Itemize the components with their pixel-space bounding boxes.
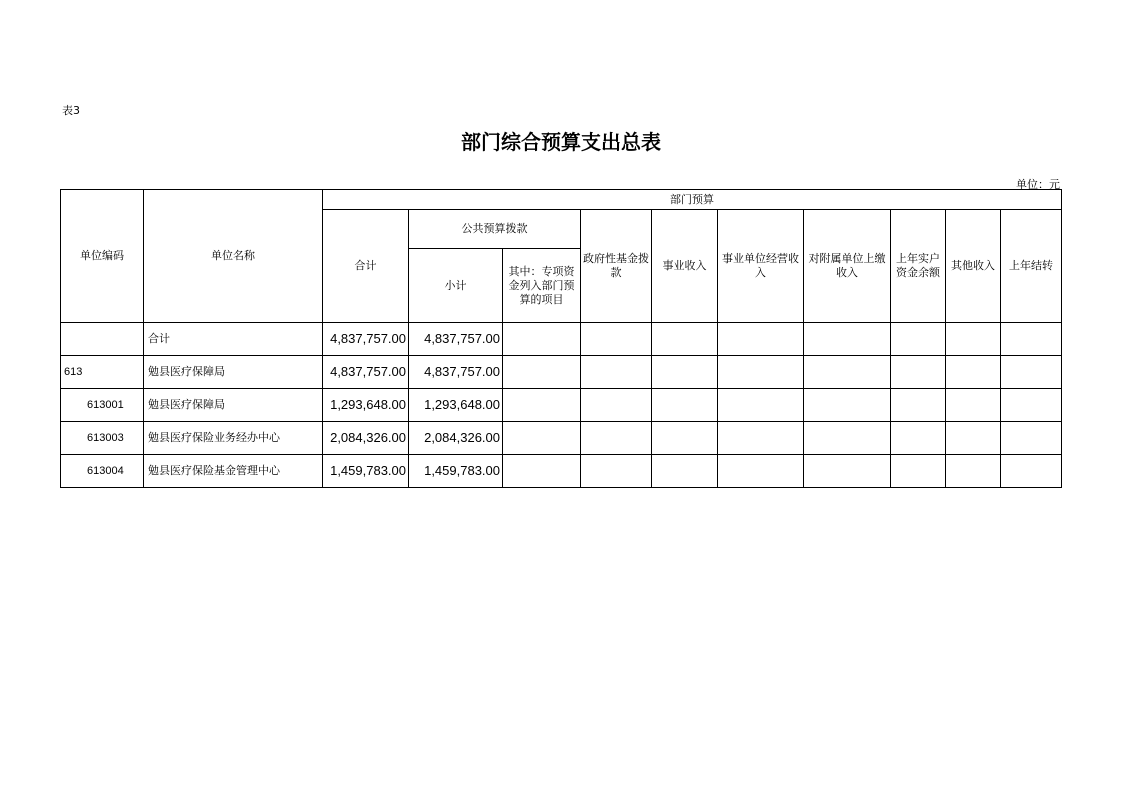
cell-empty [652, 455, 718, 488]
cell-empty [804, 356, 891, 389]
unit-label: 单位：元 [1016, 178, 1060, 191]
cell-empty [581, 356, 652, 389]
cell-empty [804, 389, 891, 422]
cell-empty [946, 323, 1001, 356]
cell-empty [946, 422, 1001, 455]
cell-empty [891, 356, 946, 389]
cell-empty [503, 389, 581, 422]
cell-empty [891, 422, 946, 455]
cell-empty [946, 356, 1001, 389]
cell-name: 勉县医疗保障局 [144, 356, 323, 389]
cell-subtotal: 4,837,757.00 [409, 323, 503, 356]
col-header-business-income: 事业收入 [652, 210, 718, 323]
header-row-1 [61, 190, 1062, 210]
col-header-gov-fund: 政府性基金拨款 [581, 210, 652, 323]
cell-empty [891, 455, 946, 488]
cell-empty [503, 356, 581, 389]
cell-code: 613003 [61, 422, 144, 455]
cell-empty [718, 389, 804, 422]
cell-empty [718, 356, 804, 389]
table-number: 表3 [62, 104, 80, 117]
cell-empty [1001, 422, 1062, 455]
col-header-other-income: 其他收入 [946, 210, 1001, 323]
cell-name: 合计 [144, 323, 323, 356]
cell-total: 1,293,648.00 [323, 389, 409, 422]
cell-empty [804, 422, 891, 455]
col-header-unit-name: 单位名称 [144, 190, 323, 323]
cell-name: 勉县医疗保险基金管理中心 [144, 455, 323, 488]
cell-empty [1001, 356, 1062, 389]
table-row [61, 356, 1062, 389]
cell-subtotal: 1,459,783.00 [409, 455, 503, 488]
cell-total: 4,837,757.00 [323, 356, 409, 389]
cell-empty [652, 356, 718, 389]
page-title: 部门综合预算支出总表 [461, 130, 661, 154]
table-row [61, 389, 1062, 422]
cell-empty [652, 389, 718, 422]
cell-code: 613 [61, 356, 144, 389]
cell-total: 2,084,326.00 [323, 422, 409, 455]
cell-empty [804, 455, 891, 488]
col-header-subtotal: 小计 [409, 249, 503, 323]
col-header-unit-code: 单位编码 [61, 190, 144, 323]
cell-name: 勉县医疗保障局 [144, 389, 323, 422]
col-header-prior-year-carry: 上年结转 [1001, 210, 1062, 323]
table-row [61, 422, 1062, 455]
cell-empty [946, 389, 1001, 422]
cell-empty [581, 422, 652, 455]
cell-subtotal: 2,084,326.00 [409, 422, 503, 455]
cell-empty [718, 422, 804, 455]
cell-empty [1001, 389, 1062, 422]
cell-empty [652, 422, 718, 455]
cell-empty [652, 323, 718, 356]
col-header-public-alloc: 公共预算拨款 [409, 210, 581, 249]
cell-empty [581, 323, 652, 356]
budget-table [60, 189, 1062, 488]
cell-empty [891, 323, 946, 356]
col-header-prior-year-balance: 上年实户资金余额 [891, 210, 946, 323]
cell-empty [718, 455, 804, 488]
cell-empty [503, 455, 581, 488]
table-row [61, 323, 1062, 356]
cell-subtotal: 4,837,757.00 [409, 356, 503, 389]
cell-empty [946, 455, 1001, 488]
cell-code: 613001 [61, 389, 144, 422]
col-header-business-operating: 事业单位经营收入 [718, 210, 804, 323]
cell-code [61, 323, 144, 356]
cell-name: 勉县医疗保险业务经办中心 [144, 422, 323, 455]
cell-empty [1001, 455, 1062, 488]
cell-total: 1,459,783.00 [323, 455, 409, 488]
cell-empty [581, 389, 652, 422]
cell-subtotal: 1,293,648.00 [409, 389, 503, 422]
col-header-total: 合计 [323, 210, 409, 323]
col-header-dept-budget: 部门预算 [323, 190, 1062, 210]
cell-empty [891, 389, 946, 422]
cell-empty [581, 455, 652, 488]
cell-empty [503, 422, 581, 455]
cell-empty [804, 323, 891, 356]
col-header-special-funds: 其中：专项资金列入部门预算的项目 [503, 249, 581, 323]
cell-empty [718, 323, 804, 356]
cell-empty [503, 323, 581, 356]
cell-code: 613004 [61, 455, 144, 488]
cell-empty [1001, 323, 1062, 356]
cell-total: 4,837,757.00 [323, 323, 409, 356]
table-row [61, 455, 1062, 488]
col-header-subsidiary-remit: 对附属单位上缴收入 [804, 210, 891, 323]
